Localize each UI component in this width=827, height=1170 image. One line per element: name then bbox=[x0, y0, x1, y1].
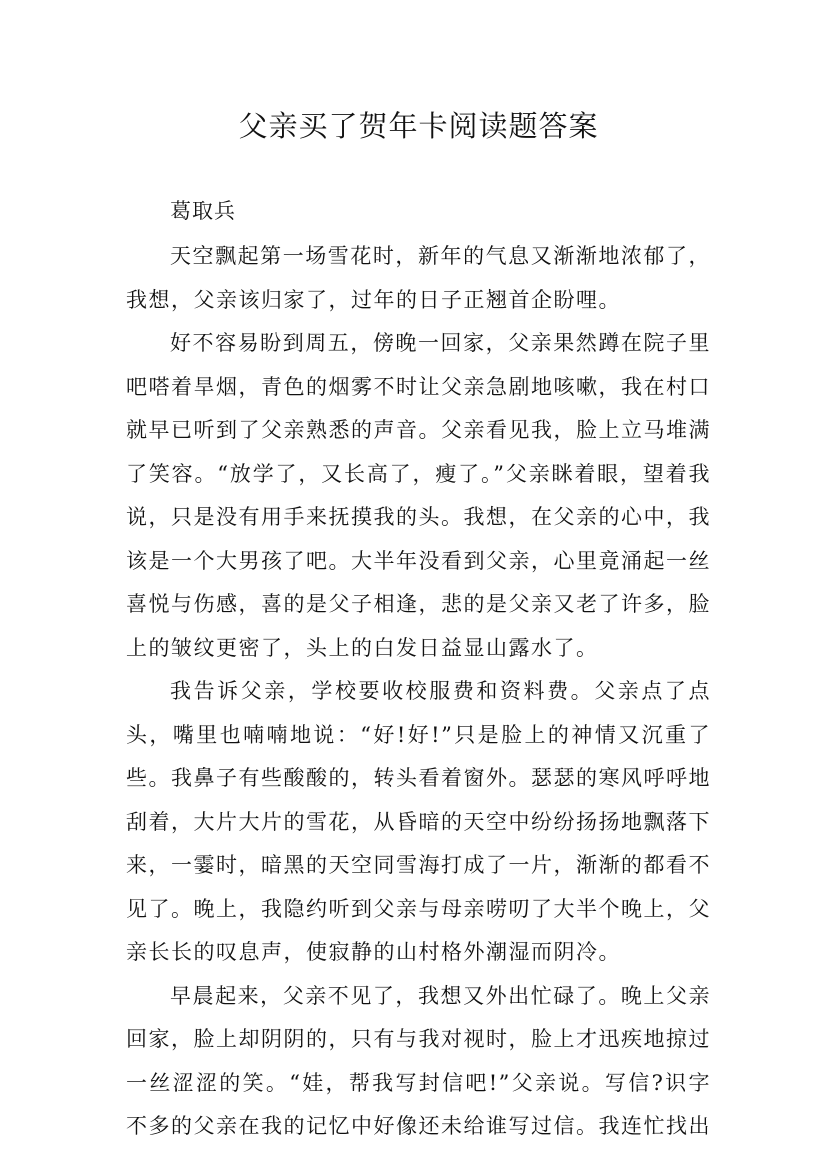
document-title: 父亲买了贺年卡阅读题答案 bbox=[238, 109, 599, 143]
paragraph-4: 早晨起来，父亲不见了，我想又外出忙碌了。晚上父亲回家，脸上却阴阴的，只有与我对视时，脸上才迅疾地掠过一丝涩涩的笑。“娃，帮我写封信吧!”父亲说。写信?识字不多的父亲在我的记忆中好像还未给谁写过信。我连忙找出 bbox=[126, 983, 711, 1138]
paragraph-2: 好不容易盼到周五，傍晚一回家，父亲果然蹲在院子里吧嗒着旱烟，青色的烟雾不时让父亲急剧地咳嗽，我在村口就早已听到了父亲熟悉的声音。父亲看见我，脸上立马堆满了笑容。“放学了，又长高了，瘦了。”父亲眯着眼，望着我说，只是没有用手来抚摸我的头。我想，在父亲的心中，我该是一个大男孩了吧。大半年没看到父亲，心里竟涌起一丝喜悦与伤感，喜的是父子相逢，悲的是父亲又老了许多，脸上的皱纹更密了，头上的白发日益显山露水了。 bbox=[126, 331, 711, 660]
paragraph-3: 我告诉父亲，学校要收校服费和资料费。父亲点了点头，嘴里也喃喃地说：“好!好!”只是脸上的神情又沉重了些。我鼻子有些酸酸的，转头看着窗外。瑟瑟的寒风呼呼地刮着，大片大片的雪花，从昏暗的天空中纷纷扬扬地飘落下来，一霎时，暗黑的天空同雪海打成了一片，渐渐的都看不见了。晚上，我隐约听到父亲与母亲唠叨了大半个晚上，父亲长长的叹息声，使寂静的山村格外潮湿而阴冷。 bbox=[126, 679, 711, 964]
author-name: 葛取兵 bbox=[170, 199, 236, 223]
paragraph-1: 天空飘起第一场雪花时，新年的气息又渐渐地浓郁了，我想，父亲该归家了，过年的日子正翘首企盼哩。 bbox=[126, 244, 711, 312]
